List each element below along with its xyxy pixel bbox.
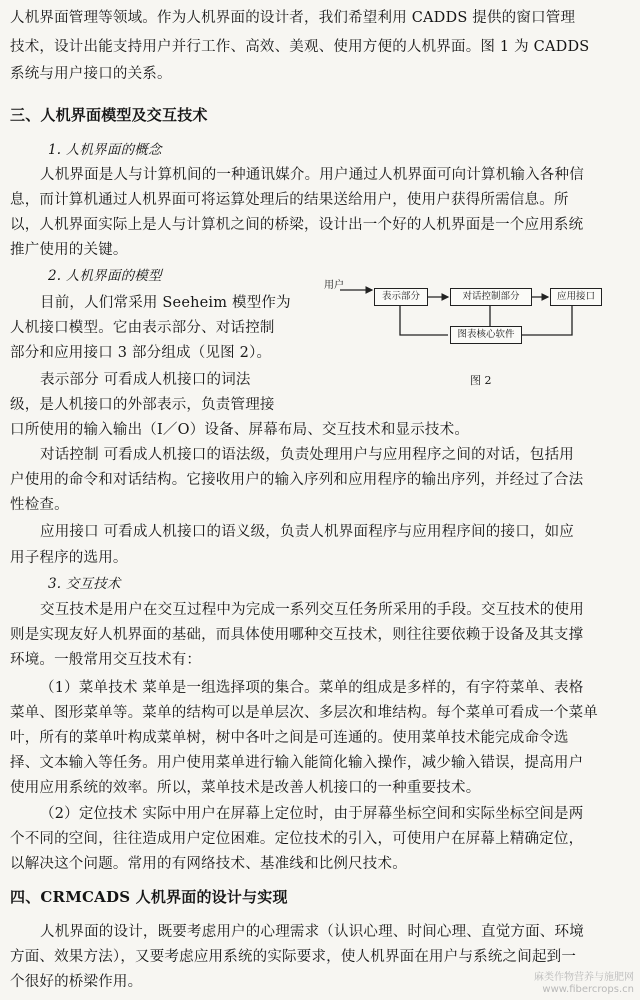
paragraph-line: 应用接口 可看成人机接口的语义级，负责人机界面程序与应用程序间的接口，如应 (40, 524, 575, 540)
application-interface-box: 应用接口 (550, 288, 602, 306)
watermark (534, 972, 634, 996)
paragraph-line: 对话控制 可看成人机接口的语法级，负责处理用户与应用程序之间的对话，包括用 (40, 447, 575, 463)
paragraph-line: 择、文本输入等任务。用户使用菜单进行输入能简化输入操作，减少输入错误，提高用户 (10, 755, 584, 771)
paragraph-line: 用子程序的选用。 (10, 550, 128, 566)
paragraph-line: 表示部分 可看成人机接口的词法 (40, 372, 251, 388)
paragraph-line: 人机界面的设计，既要考虑用户的心理需求（认识心理、时间心理、直觉方面、环境 (40, 924, 584, 940)
paragraph-line: 以，人机界面实际上是人与计算机之间的桥梁，设计出一个好的人机界面是一个应用系统 (10, 217, 584, 233)
seeheim-model-diagram (320, 268, 638, 398)
section-heading: 四、CRMCADS 人机界面的设计与实现 (10, 888, 288, 906)
paragraph-line: 性检查。 (10, 497, 69, 513)
paragraph-line: 交互技术是用户在交互过程中为完成一系列交互任务所采用的手段。交互技术的使用 (40, 602, 584, 618)
user-label: 用户 (324, 280, 344, 291)
paragraph-line: 以解决这个问题。常用的有网络技术、基准线和比例尺技术。 (10, 856, 407, 872)
subsection-heading: 3. 交互技术 (48, 576, 121, 592)
dialog-control-box: 对话控制部分 (450, 288, 532, 306)
paragraph-line: 个很好的桥梁作用。 (10, 974, 143, 990)
core-software-box: 图表核心软件 (450, 326, 522, 344)
paragraph-line: 人机接口模型。它由表示部分、对话控制 (10, 320, 275, 336)
paragraph-line: 个不同的空间，往往造成用户定位困难。定位技术的引入，可使用户在屏幕上精确定位， (10, 831, 584, 847)
paragraph-line: 菜单、图形菜单等。菜单的结构可以是单层次、多层次和堆结构。每个菜单可看成一个菜单 (10, 705, 598, 721)
paragraph-line: 叶，所有的菜单叶构成菜单树，树中各叶之间是可连通的。使用菜单技术能完成命令选 (10, 730, 569, 746)
figure-caption: 图 2 (470, 374, 492, 387)
paragraph-line: 系统与用户接口的关系。 (10, 66, 172, 82)
paragraph-line: 人机界面是人与计算机间的一种通讯媒介。用户通过人机界面可向计算机输入各种信 (40, 167, 584, 183)
paragraph-line: 目前，人们常采用 Seeheim 模型作为 (40, 295, 291, 311)
paragraph-line: 技术，设计出能支持用户并行工作、高效、美观、使用方便的人机界面。图 1 为 CADDS (10, 39, 590, 55)
section-heading: 三、人机界面模型及交互技术 (10, 106, 208, 124)
presentation-box: 表示部分 (374, 288, 428, 306)
paragraph-line: 人机界面管理等领域。作为人机界面的设计者，我们希望利用 CADDS 提供的窗口管理 (10, 10, 576, 26)
watermark-text: 麻类作物营养与施肥网 (534, 972, 634, 983)
paragraph-line: 推广使用的关键。 (10, 242, 128, 258)
subsection-heading: 1. 人机界面的概念 (48, 142, 162, 158)
paragraph-line: 则是实现友好人机界面的基础，而具体使用哪种交互技术，则往往要依赖于设备及其支撑 (10, 627, 584, 643)
paragraph-line: （1）菜单技术 菜单是一组选择项的集合。菜单的组成是多样的，有字符菜单、表格 (40, 680, 584, 696)
paragraph-line: （2）定位技术 实际中用户在屏幕上定位时，由于屏幕坐标空间和实际坐标空间是两 (40, 806, 584, 822)
paragraph-line: 级，是人机接口的外部表示，负责管理接 (10, 397, 275, 413)
paragraph-line: 环境。一般常用交互技术有： (10, 652, 202, 668)
paragraph-line: 息，而计算机通过人机界面可将运算处理后的结果送给用户，使用户获得所需信息。所 (10, 192, 569, 208)
paragraph-line: 部分和应用接口 3 部分组成（见图 2）。 (10, 345, 272, 361)
subsection-heading: 2. 人机界面的模型 (48, 268, 162, 284)
paragraph-line: 方面、效果方法），又要考虑应用系统的实际要求，使人机界面在用户与系统之间起到一 (10, 949, 577, 965)
watermark-url: www.fibercrops.cn (542, 984, 634, 995)
paragraph-line: 使用应用系统的效率。所以，菜单技术是改善人机接口的一种重要技术。 (10, 780, 481, 796)
paragraph-line: 户使用的命令和对话结构。它接收用户的输入序列和应用程序的输出序列，并经过了合法 (10, 472, 584, 488)
paragraph-line: 口所使用的输入输出（I／O）设备、屏幕布局、交互技术和显示技术。 (10, 422, 470, 438)
